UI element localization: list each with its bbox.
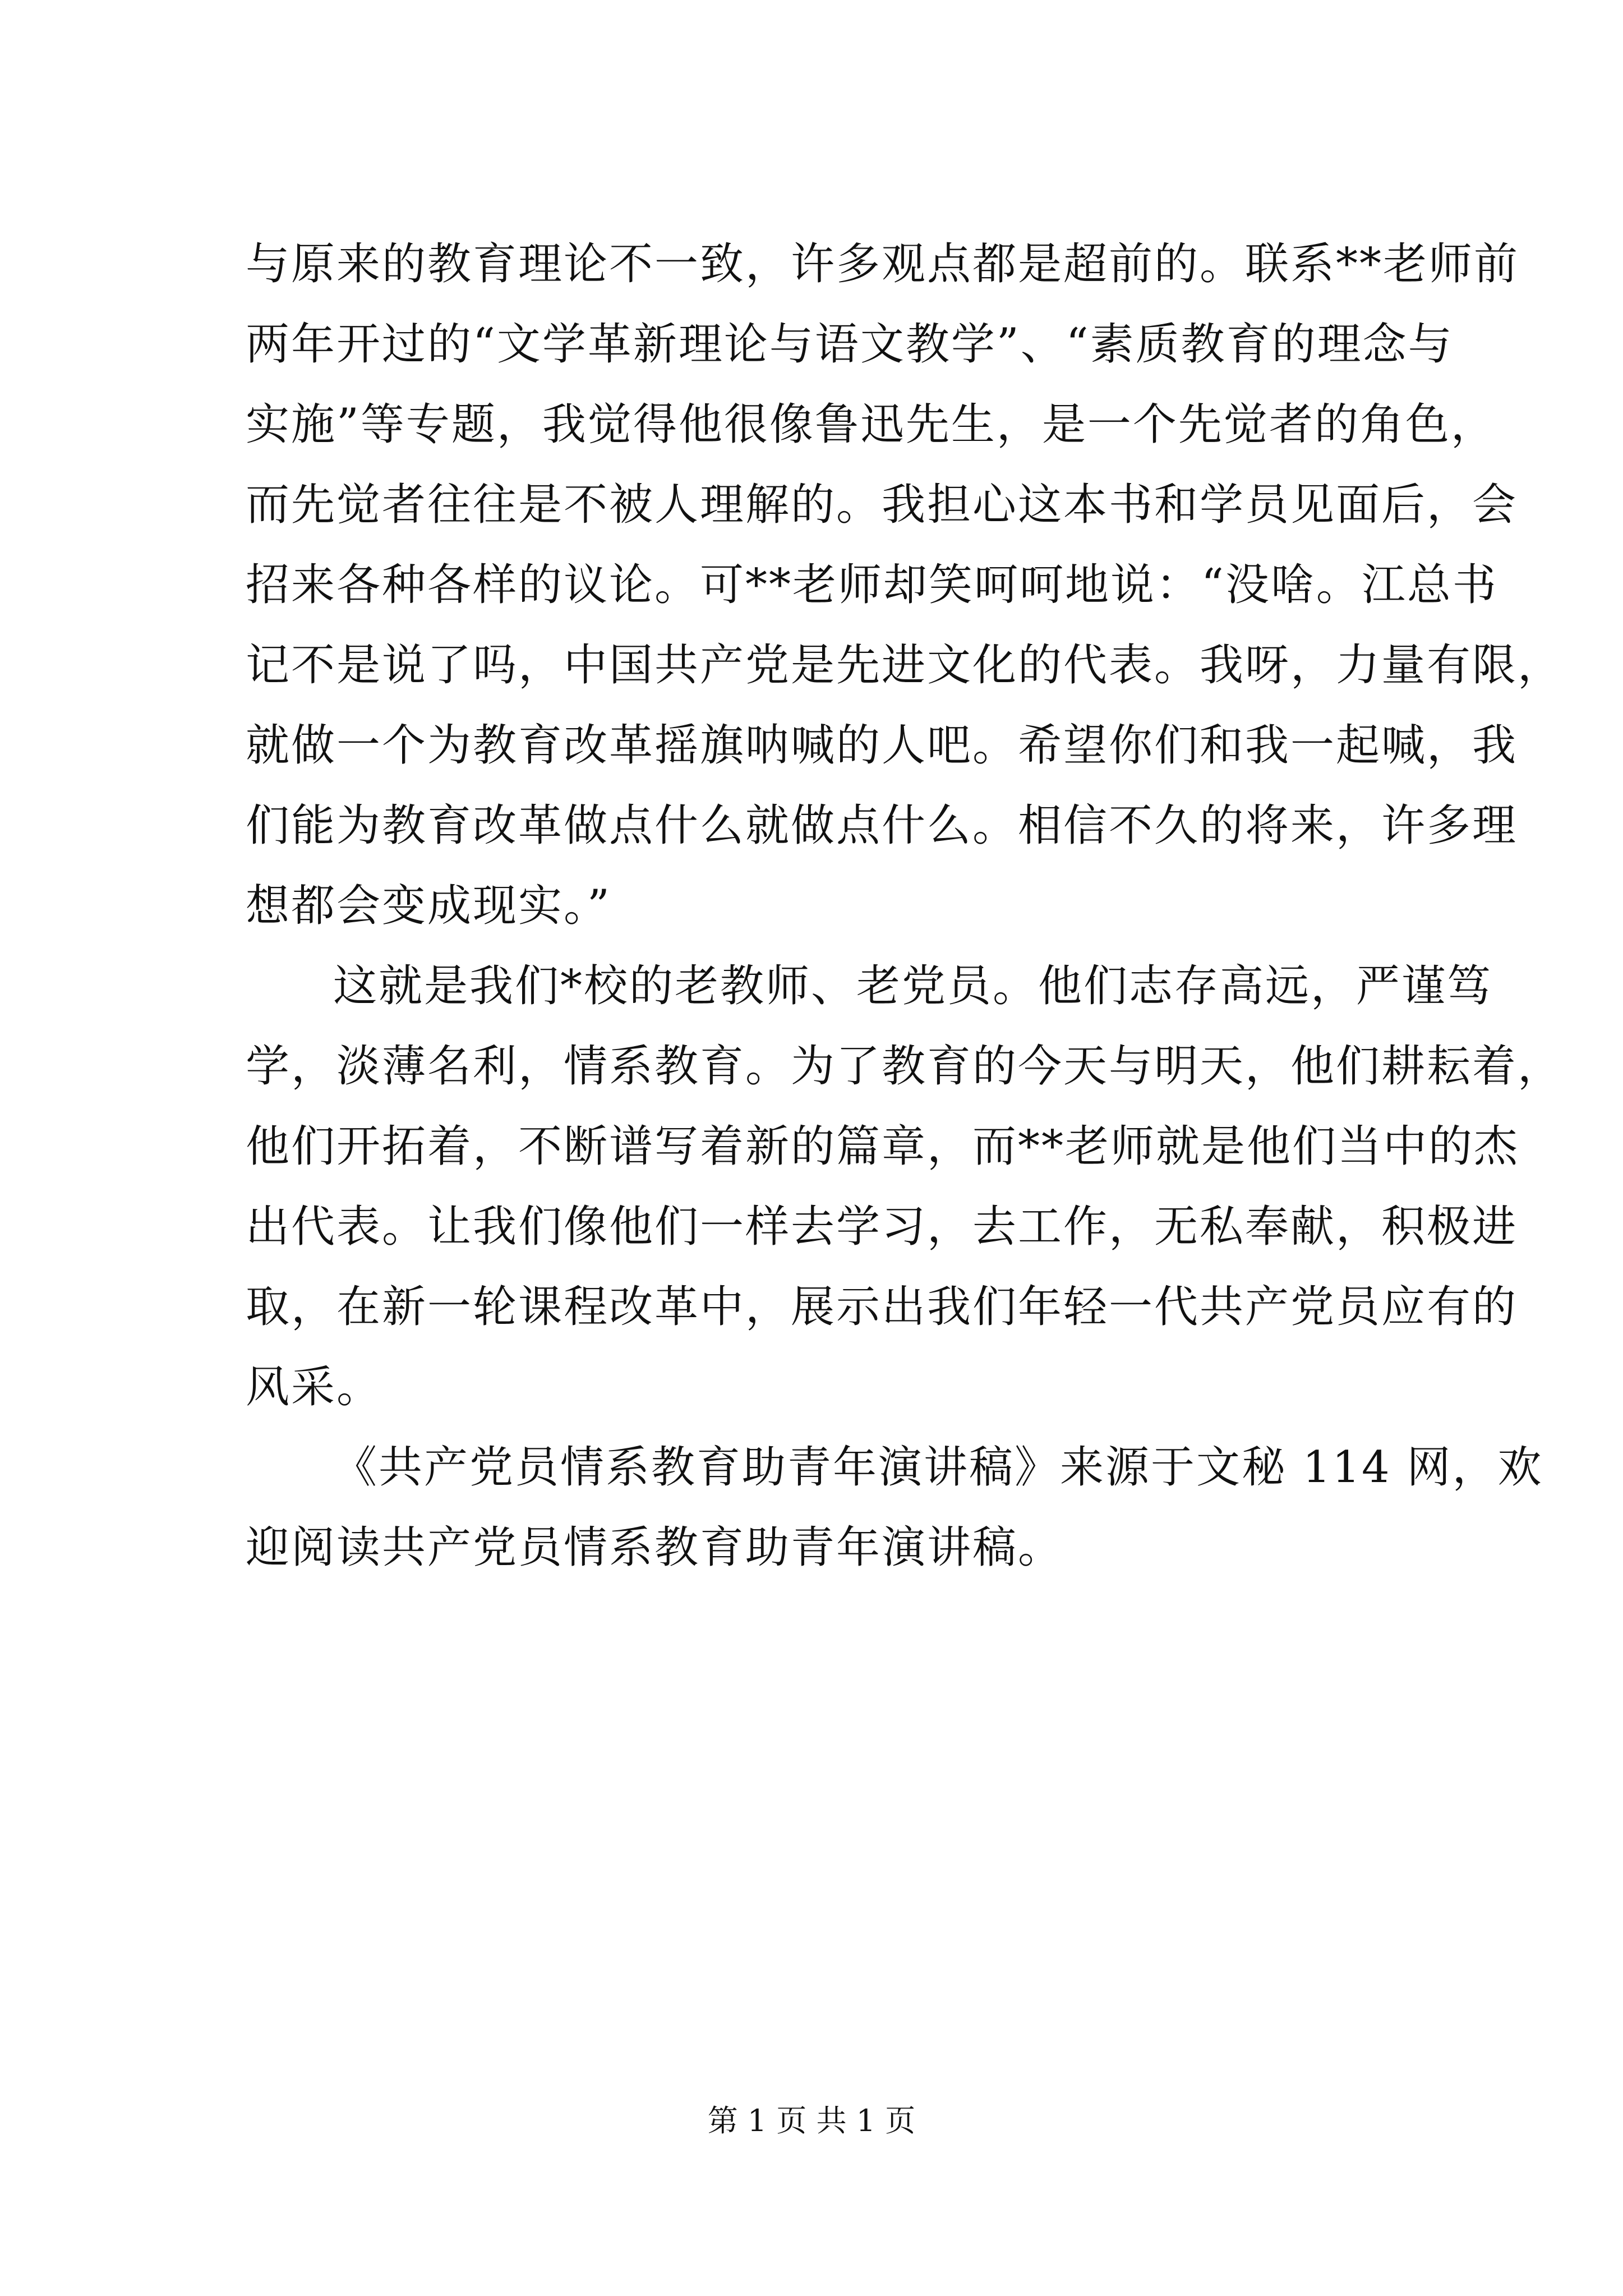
document-body	[246, 224, 1564, 1588]
text-line: 两年开过的“文学革新理论与语文教学”、“素质教育的理念与	[246, 319, 1454, 370]
text-line: 风采。	[246, 1362, 382, 1412]
text-line: 迎阅读共产党员情系教育助青年演讲稿。	[246, 1522, 1064, 1573]
text-line: 就做一个为教育改革摇旗呐喊的人吧。希望你们和我一起喊，我	[246, 720, 1518, 771]
paragraph-3	[246, 1428, 1543, 1588]
text-line: 想都会变成现实。”	[246, 881, 611, 931]
text-line: 记不是说了吗，中国共产党是先进文化的代表。我呀，力量有限，	[246, 640, 1564, 691]
page-number-footer: 第 1 页 共 1 页	[707, 2103, 916, 2138]
paragraph-2	[246, 946, 1564, 1428]
text-line: 取，在新一轮课程改革中，展示出我们年轻一代共产党员应有的	[246, 1282, 1518, 1332]
text-line: 而先觉者往往是不被人理解的。我担心这本书和学员见面后，会	[246, 480, 1518, 530]
paragraph-1	[246, 224, 1564, 946]
text-line: 招来各种各样的议论。可**老师却笑呵呵地说：“没啥。江总书	[246, 560, 1498, 610]
text-line: 他们开拓着，不断谱写着新的篇章，而**老师就是他们当中的杰	[246, 1121, 1520, 1172]
text-line: 学，淡薄名利，情系教育。为了教育的今天与明天，他们耕耘着，	[246, 1041, 1564, 1092]
text-line: 实施”等专题，我觉得他很像鲁迅先生，是一个先觉者的角色，	[246, 399, 1496, 450]
text-line: 这就是我们*校的老教师、老党员。他们志存高远，严谨笃	[333, 961, 1493, 1011]
text-line: 《共产党员情系教育助青年演讲稿》来源于文秘 114 网，欢	[333, 1442, 1543, 1493]
text-line: 与原来的教育理论不一致，许多观点都是超前的。联系**老师前	[246, 239, 1520, 289]
text-line: 们能为教育改革做点什么就做点什么。相信不久的将来，许多理	[246, 800, 1518, 851]
text-line: 出代表。让我们像他们一样去学习，去工作，无私奉献，积极进	[246, 1202, 1518, 1252]
